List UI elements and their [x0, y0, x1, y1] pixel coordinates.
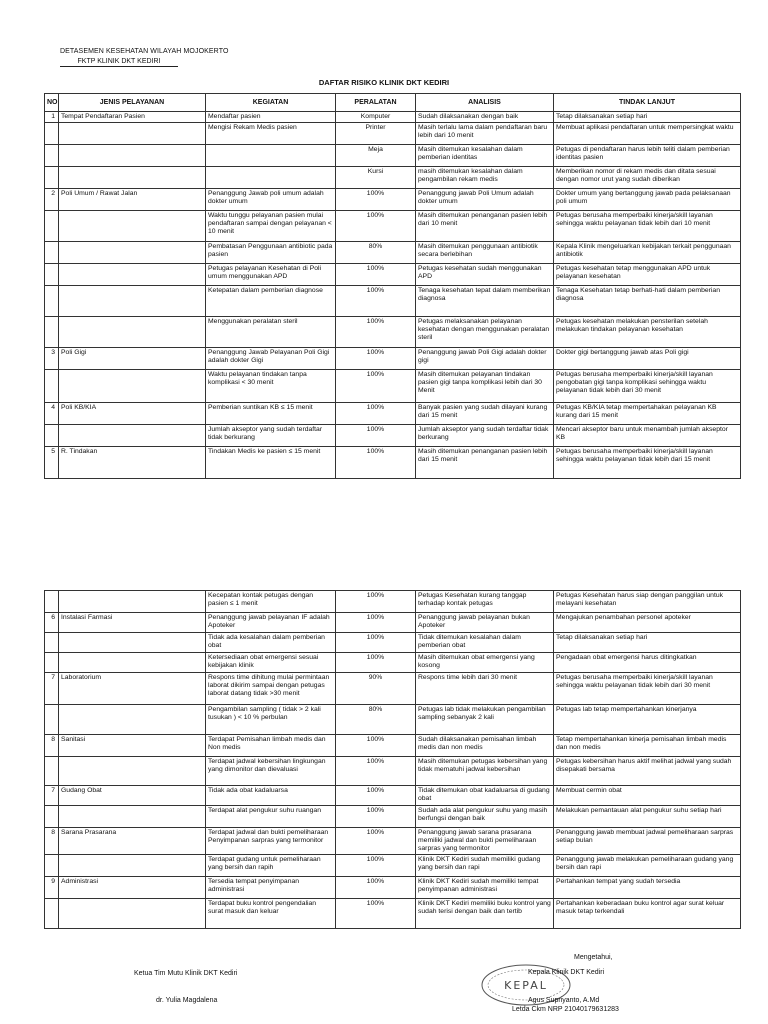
cell-peralatan: 100%	[336, 735, 416, 757]
table-row	[45, 167, 741, 189]
table-row	[45, 370, 741, 403]
cell-peralatan: 100%	[336, 828, 416, 855]
cell-no: 8	[45, 735, 59, 757]
cell-analisis: Petugas Kesehatan kurang tanggap terhadap kontak petugas	[416, 591, 554, 613]
signer-right-ack: Mengetahui,	[574, 954, 613, 961]
cell-tindak-lanjut: Pertahankan tempat yang sudah tersedia	[554, 877, 741, 899]
cell-analisis: Respons time lebih dari 30 menit	[416, 673, 554, 705]
cell-analisis: Masih ditemukan obat emergensi yang kosong	[416, 653, 554, 673]
table-row	[45, 348, 741, 370]
cell-analisis: Masih ditemukan penggunaan antibiotik secara berlebihan	[416, 242, 554, 264]
cell-tindak-lanjut: Kepala Klinik mengeluarkan kebijakan terkait penggunaan antibiotik	[554, 242, 741, 264]
table-row	[45, 242, 741, 264]
cell-kegiatan: Waktu tunggu pelayanan pasien mulai pendaftaran sampai dengan pelayanan < 10 menit	[206, 211, 336, 242]
table-row	[45, 806, 741, 828]
cell-peralatan: 100%	[336, 189, 416, 211]
cell-analisis: Sudah dilaksanakan pemisahan limbah medis dan non medis	[416, 735, 554, 757]
cell-peralatan: 80%	[336, 242, 416, 264]
cell-no: 8	[45, 828, 59, 855]
table-row	[45, 705, 741, 735]
cell-tindak-lanjut: Tetap mempertahankan kinerja pemisahan limbah medis dan non medis	[554, 735, 741, 757]
cell-peralatan: Printer	[336, 123, 416, 145]
cell-tindak-lanjut: Petugas di pendaftaran harus lebih teliti dalam pemberian identitas pasien	[554, 145, 741, 167]
cell-jenis-pelayanan: Tempat Pendaftaran Pasien	[59, 112, 206, 123]
table-row	[45, 786, 741, 806]
cell-kegiatan: Mendaftar pasien	[206, 112, 336, 123]
cell-kegiatan: Pengambilan sampling ( tidak > 2 kali tusukan ) < 10 % perbulan	[206, 705, 336, 735]
cell-peralatan: 100%	[336, 317, 416, 348]
cell-analisis: Banyak pasien yang sudah dilayani kurang dari 15 menit	[416, 403, 554, 425]
cell-analisis: Penanggung jawab Poli Gigi adalah dokter gigi	[416, 348, 554, 370]
cell-no	[45, 211, 59, 242]
cell-kegiatan: Tersedia tempat penyimpanan administrasi	[206, 877, 336, 899]
cell-jenis-pelayanan	[59, 653, 206, 673]
cell-kegiatan: Menggunakan peralatan steril	[206, 317, 336, 348]
cell-tindak-lanjut: Tenaga Kesehatan tetap berhati-hati dalam pemberian diagnosa	[554, 286, 741, 317]
risk-table-page-2	[44, 590, 741, 929]
cell-kegiatan	[206, 145, 336, 167]
cell-analisis: Penanggung jawab sarana prasarana memiliki jadwal dan bukti pemeliharaan sarpras yang termonitor	[416, 828, 554, 855]
table-row	[45, 211, 741, 242]
cell-no: 2	[45, 189, 59, 211]
cell-analisis: Tidak ditemukan obat kadaluarsa di gudang obat	[416, 786, 554, 806]
cell-jenis-pelayanan	[59, 855, 206, 877]
cell-kegiatan: Penanggung Jawab poli umum adalah dokter umum	[206, 189, 336, 211]
cell-analisis: Klinik DKT Kediri sudah memiliki gudang yang bersih dan rapi	[416, 855, 554, 877]
cell-peralatan: 100%	[336, 447, 416, 479]
signer-right-rank: Letda Ckm NRP 21040179631283	[512, 1006, 619, 1013]
cell-tindak-lanjut: Petugas lab tetap mempertahankan kinerjanya	[554, 705, 741, 735]
cell-analisis: Tenaga kesehatan tepat dalam memberikan diagnosa	[416, 286, 554, 317]
cell-jenis-pelayanan	[59, 286, 206, 317]
table-row	[45, 145, 741, 167]
cell-kegiatan: Terdapat jadwal dan bukti pemeliharaan Penyimpanan sarpras yang termonitor	[206, 828, 336, 855]
cell-kegiatan: Terdapat gudang untuk pemeliharaan yang bersih dan rapih	[206, 855, 336, 877]
table-row	[45, 877, 741, 899]
cell-no: 1	[45, 112, 59, 123]
cell-peralatan: 100%	[336, 877, 416, 899]
cell-analisis: Petugas lab tidak melakukan pengambilan sampling sebanyak 2 kali	[416, 705, 554, 735]
cell-no: 7	[45, 786, 59, 806]
cell-tindak-lanjut: Petugas KB/KIA tetap mempertahakan pelayanan KB kurang dari 15 menit	[554, 403, 741, 425]
cell-analisis: masih ditemukan kesalahan dalam pengambilan rekam medis	[416, 167, 554, 189]
cell-peralatan: 100%	[336, 425, 416, 447]
col-header-tindak-lanjut: TINDAK LANJUT	[554, 94, 741, 112]
cell-kegiatan: Jumlah akseptor yang sudah terdaftar tidak berkurang	[206, 425, 336, 447]
cell-analisis: Masih ditemukan kesalahan dalam pemberian identitas	[416, 145, 554, 167]
cell-peralatan: 100%	[336, 757, 416, 786]
table-row	[45, 613, 741, 633]
cell-jenis-pelayanan: Laboratorium	[59, 673, 206, 705]
cell-no	[45, 899, 59, 929]
cell-jenis-pelayanan	[59, 370, 206, 403]
cell-peralatan: 100%	[336, 591, 416, 613]
cell-analisis: Sudah ada alat pengukur suhu yang masih berfungsi dengan baik	[416, 806, 554, 828]
table-row	[45, 757, 741, 786]
cell-peralatan: Kursi	[336, 167, 416, 189]
cell-tindak-lanjut: Petugas berusaha memperbaiki kinerja/skill layanan sehingga waktu pelayanan tidak lebih dari 10 menit	[554, 211, 741, 242]
cell-jenis-pelayanan	[59, 167, 206, 189]
cell-no	[45, 317, 59, 348]
cell-no	[45, 370, 59, 403]
cell-peralatan: 100%	[336, 403, 416, 425]
cell-jenis-pelayanan: Gudang Obat	[59, 786, 206, 806]
cell-kegiatan	[206, 167, 336, 189]
cell-jenis-pelayanan	[59, 145, 206, 167]
cell-peralatan: 100%	[336, 633, 416, 653]
cell-analisis: Sudah dilaksanakan dengan baik	[416, 112, 554, 123]
cell-tindak-lanjut: Petugas kesehatan melakukan pensterilan setelah melakukan tindakan pelayanan kesehatan	[554, 317, 741, 348]
cell-analisis: Masih terlalu lama dalam pendaftaran baru lebih dari 10 menit	[416, 123, 554, 145]
cell-tindak-lanjut: Penanggung jawab membuat jadwal pemeliharaan sarpras setiap bulan	[554, 828, 741, 855]
cell-jenis-pelayanan	[59, 264, 206, 286]
cell-jenis-pelayanan	[59, 317, 206, 348]
cell-peralatan: 100%	[336, 806, 416, 828]
cell-tindak-lanjut: Petugas Kesehatan harus siap dengan panggilan untuk melayani kesehatan	[554, 591, 741, 613]
cell-analisis: Penanggung jawab pelayanan bukan Apoteker	[416, 613, 554, 633]
col-header-jenis-pelayanan: JENIS PELAYANAN	[59, 94, 206, 112]
cell-no: 9	[45, 877, 59, 899]
cell-kegiatan: Mengisi Rekam Medis pasien	[206, 123, 336, 145]
cell-kegiatan: Terdapat buku kontrol pengendalian surat masuk dan keluar	[206, 899, 336, 929]
cell-no: 4	[45, 403, 59, 425]
cell-analisis: Klinik DKT Kediri memiliki buku kontrol yang sudah terisi dengan baik dan tertib	[416, 899, 554, 929]
cell-tindak-lanjut: Membuat aplikasi pendaftaran untuk mempersingkat waktu	[554, 123, 741, 145]
cell-kegiatan: Terdapat alat pengukur suhu ruangan	[206, 806, 336, 828]
cell-no	[45, 705, 59, 735]
cell-peralatan: Meja	[336, 145, 416, 167]
cell-no	[45, 806, 59, 828]
table-header-row	[45, 94, 741, 112]
table-row	[45, 189, 741, 211]
cell-jenis-pelayanan	[59, 591, 206, 613]
cell-no	[45, 264, 59, 286]
cell-jenis-pelayanan	[59, 242, 206, 264]
svg-text:KEPAL: KEPAL	[504, 979, 548, 992]
cell-peralatan: 80%	[336, 705, 416, 735]
table-row	[45, 828, 741, 855]
cell-jenis-pelayanan: R. Tindakan	[59, 447, 206, 479]
cell-analisis: Masih ditemukan penanganan pasien lebih dari 15 menit	[416, 447, 554, 479]
cell-peralatan: 100%	[336, 370, 416, 403]
cell-no	[45, 286, 59, 317]
cell-analisis: Masih ditemukan pelayanan tindakan pasien gigi tanpa komplikasi lebih dari 30 Menit	[416, 370, 554, 403]
signer-right-name: Agus Supriyanto, A.Md	[528, 997, 600, 1004]
cell-kegiatan: Ketepatan dalam pemberian diagnose	[206, 286, 336, 317]
cell-analisis: Masih ditemukan penanganan pasien lebih dari 10 menit	[416, 211, 554, 242]
cell-tindak-lanjut: Tetap dilaksanakan setiap hari	[554, 112, 741, 123]
cell-no	[45, 757, 59, 786]
cell-peralatan: 100%	[336, 786, 416, 806]
cell-analisis: Petugas kesehatan sudah menggunakan APD	[416, 264, 554, 286]
cell-no: 6	[45, 613, 59, 633]
table-row	[45, 317, 741, 348]
cell-analisis: Petugas melaksanakan pelayanan kesehatan dengan menggunakan peralatan steril	[416, 317, 554, 348]
cell-jenis-pelayanan	[59, 899, 206, 929]
cell-tindak-lanjut: Dokter gigi bertanggung jawab atas Poli gigi	[554, 348, 741, 370]
table-row	[45, 735, 741, 757]
cell-peralatan: 100%	[336, 855, 416, 877]
risk-table-page-1	[44, 93, 741, 479]
cell-kegiatan: Ketersediaan obat emergensi sesuai kebijakan klinik	[206, 653, 336, 673]
col-header-no: NO	[45, 94, 59, 112]
cell-kegiatan: Tindakan Medis ke pasien ≤ 15 menit	[206, 447, 336, 479]
cell-analisis: Klinik DKT Kediri sudah memiliki tempat penyimpanan administrasi	[416, 877, 554, 899]
cell-jenis-pelayanan	[59, 123, 206, 145]
cell-jenis-pelayanan: Poli Umum / Rawat Jalan	[59, 189, 206, 211]
cell-no	[45, 855, 59, 877]
cell-no	[45, 633, 59, 653]
cell-jenis-pelayanan: Poli KB/KIA	[59, 403, 206, 425]
cell-jenis-pelayanan	[59, 705, 206, 735]
cell-peralatan: 100%	[336, 899, 416, 929]
cell-peralatan: 100%	[336, 286, 416, 317]
table-row	[45, 633, 741, 653]
document-title: DAFTAR RISIKO KLINIK DKT KEDIRI	[318, 78, 450, 87]
table-row	[45, 855, 741, 877]
cell-kegiatan: Pemberian suntikan KB ≤ 15 menit	[206, 403, 336, 425]
cell-jenis-pelayanan	[59, 757, 206, 786]
cell-no	[45, 653, 59, 673]
cell-jenis-pelayanan: Sarana Prasarana	[59, 828, 206, 855]
cell-kegiatan: Kecepatan kontak petugas dengan pasien ≤ 1 menit	[206, 591, 336, 613]
cell-kegiatan: Tidak ada kesalahan dalam pemberian obat	[206, 633, 336, 653]
cell-no: 7	[45, 673, 59, 705]
cell-tindak-lanjut: Petugas kesehatan tetap menggunakan APD untuk pelayanan kesehatan	[554, 264, 741, 286]
cell-no	[45, 425, 59, 447]
table-row	[45, 264, 741, 286]
table-row	[45, 653, 741, 673]
cell-peralatan: Komputer	[336, 112, 416, 123]
cell-tindak-lanjut: Mengajukan penambahan personel apoteker	[554, 613, 741, 633]
cell-kegiatan: Penanggung jawab pelayanan IF adalah Apoteker	[206, 613, 336, 633]
cell-peralatan: 100%	[336, 211, 416, 242]
table-row	[45, 447, 741, 479]
table-row	[45, 112, 741, 123]
table-row	[45, 286, 741, 317]
cell-kegiatan: Tidak ada obat kadaluarsa	[206, 786, 336, 806]
table-row	[45, 673, 741, 705]
cell-no	[45, 242, 59, 264]
table-row	[45, 899, 741, 929]
cell-analisis: Jumlah akseptor yang sudah terdaftar tidak berkurang	[416, 425, 554, 447]
cell-kegiatan: Penanggung Jawab Pelayanan Poli Gigi adalah dokter Gigi	[206, 348, 336, 370]
cell-peralatan: 100%	[336, 613, 416, 633]
cell-analisis: Masih ditemukan petugas kebersihan yang tidak mematuhi jadwal kebersihan	[416, 757, 554, 786]
signer-left-name: dr. Yulia Magdalena	[156, 997, 218, 1004]
cell-peralatan: 90%	[336, 673, 416, 705]
cell-jenis-pelayanan: Sanitasi	[59, 735, 206, 757]
cell-tindak-lanjut: Membuat cermin obat	[554, 786, 741, 806]
cell-jenis-pelayanan: Poli Gigi	[59, 348, 206, 370]
cell-tindak-lanjut: Pertahankan keberadaan buku kontrol agar surat keluar masuk tetap terkendali	[554, 899, 741, 929]
cell-analisis: Penanggung jawab Poli Umum adalah dokter umum	[416, 189, 554, 211]
cell-kegiatan: Respons time dihitung mulai permintaan laborat dikirim sampai dengan petugas laborat datang tidak >30 menit	[206, 673, 336, 705]
cell-jenis-pelayanan	[59, 211, 206, 242]
table-row	[45, 403, 741, 425]
cell-tindak-lanjut: Dokter umum yang bertanggung jawab pada pelaksanaan poli umum	[554, 189, 741, 211]
cell-tindak-lanjut: Petugas kebersihan harus aktif melihat jadwal yang sudah disepakati bersama	[554, 757, 741, 786]
cell-kegiatan: Terdapat Pemisahan limbah medis dan Non medis	[206, 735, 336, 757]
cell-no	[45, 123, 59, 145]
cell-tindak-lanjut: Tetap dilaksanakan setiap hari	[554, 633, 741, 653]
cell-peralatan: 100%	[336, 348, 416, 370]
col-header-peralatan: PERALATAN	[336, 94, 416, 112]
cell-jenis-pelayanan	[59, 425, 206, 447]
cell-jenis-pelayanan: Administrasi	[59, 877, 206, 899]
cell-jenis-pelayanan	[59, 806, 206, 828]
cell-peralatan: 100%	[336, 653, 416, 673]
cell-no	[45, 145, 59, 167]
cell-tindak-lanjut: Petugas berusaha memperbaiki kinerja/skill layanan sehingga waktu pelayanan tidak lebih dari 30 menit	[554, 673, 741, 705]
signer-right-title: Kepala Klinik DKT Kediri	[528, 969, 605, 976]
cell-jenis-pelayanan: Instalasi Farmasi	[59, 613, 206, 633]
header-clinic: FKTP KLINIK DKT KEDIRI	[60, 58, 178, 67]
cell-kegiatan: Pembatasan Penggunaan antibiotic pada pasien	[206, 242, 336, 264]
col-header-analisis: ANALISIS	[416, 94, 554, 112]
cell-analisis: Tidak ditemukan kesalahan dalam pemberian obat	[416, 633, 554, 653]
col-header-kegiatan: KEGIATAN	[206, 94, 336, 112]
cell-tindak-lanjut: Petugas berusaha memperbaiki kinerja/skill layanan sehingga waktu pelayanan tidak lebih dari 15 menit	[554, 447, 741, 479]
table-row	[45, 591, 741, 613]
table-row	[45, 425, 741, 447]
cell-tindak-lanjut: Petugas berusaha memperbaiki kinerja/skill layanan pengobatan gigi tanpa komplikasi sehingga waktu pelayanan tidak lebih dari 30 menit	[554, 370, 741, 403]
cell-tindak-lanjut: Mencari akseptor baru untuk menambah jumlah akseptor KB	[554, 425, 741, 447]
cell-no: 5	[45, 447, 59, 479]
cell-jenis-pelayanan	[59, 633, 206, 653]
cell-kegiatan: Petugas pelayanan Kesehatan di Poli umum menggunakan APD	[206, 264, 336, 286]
cell-peralatan: 100%	[336, 264, 416, 286]
cell-tindak-lanjut: Memberikan nomor di rekam medis dan ditata sesuai dengan nomor urut yang sudah diberikan	[554, 167, 741, 189]
table-row	[45, 123, 741, 145]
signer-left-title: Ketua Tim Mutu Klinik DKT Kediri	[134, 970, 238, 977]
cell-no: 3	[45, 348, 59, 370]
cell-no	[45, 591, 59, 613]
cell-kegiatan: Terdapat jadwal kebersihan lingkungan yang dimonitor dan dievaluasi	[206, 757, 336, 786]
cell-kegiatan: Waktu pelayanan tindakan tanpa komplikasi < 30 menit	[206, 370, 336, 403]
cell-tindak-lanjut: Penanggung jawab melakukan pemeliharaan gudang yang bersih dan rapi	[554, 855, 741, 877]
cell-tindak-lanjut: Pengadaan obat emergensi harus ditingkatkan	[554, 653, 741, 673]
cell-no	[45, 167, 59, 189]
header-unit: DETASEMEN KESEHATAN WILAYAH MOJOKERTO	[60, 48, 229, 55]
cell-tindak-lanjut: Melakukan pemantauan alat pengukur suhu setiap hari	[554, 806, 741, 828]
